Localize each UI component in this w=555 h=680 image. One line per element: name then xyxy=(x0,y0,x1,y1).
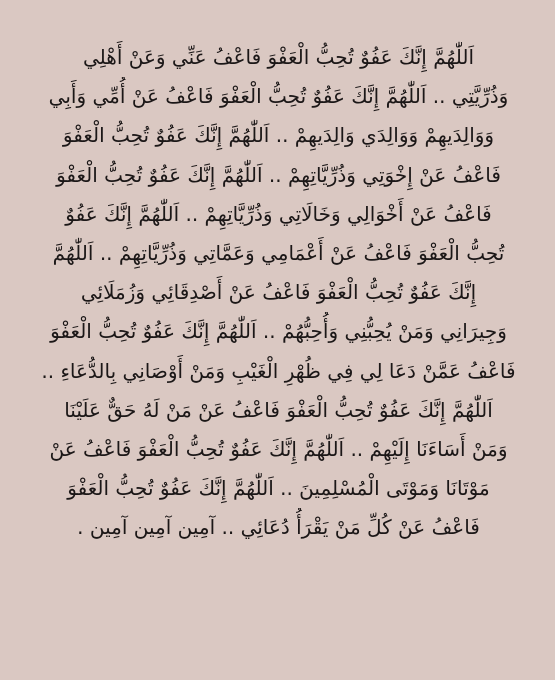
dua-line: وَوَالِدَيهِمْ وَوَالِدَي وَالِدَيهِمْ .. اَللّٰهُمَّ إِنَّكَ عَفُوٌ تُحِبُّ الْعَفْوَ xyxy=(62,123,495,148)
dua-line: فَاعْفُ عَنْ إِخْوَتِي وَذُرِّيَّاتِهِمْ .. اَللّٰهُمَّ إِنَّكَ عَفُوٌ تُحِبُّ الْعَفْوَ xyxy=(56,162,501,187)
dua-line: اَللّٰهُمَّ إِنَّكَ عَفُوٌ تُحِبُّ الْعَفْوَ فَاعْفُ عَنْ مَنْ لَهُ حَقٌّ عَلَيْنَا xyxy=(64,397,493,422)
dua-text xyxy=(18,38,539,547)
dua-line: وَمَنْ أَسَاءَنَا إِلَيْهِمْ .. اَللّٰهُمَّ إِنَّكَ عَفُوٌ تُحِبُّ الْعَفْوَ فَاعْفُ عَنْ xyxy=(49,436,508,461)
dua-line: وَذُرِّيَّتِي .. اَللّٰهُمَّ إِنَّكَ عَفُوٌ تُحِبُّ الْعَفْوَ فَاعْفُ عَنْ أُمِّي وَأَبِي xyxy=(48,84,509,109)
dua-line: تُحِبُّ الْعَفْوَ فَاعْفُ عَنْ أَعْمَامِي وَعَمَّاتِي وَذُرِّيَّاتِهِمْ .. اَللّٰهُمَّ xyxy=(52,240,505,265)
dua-line: إِنَّكَ عَفُوٌ تُحِبُّ الْعَفْوَ فَاعْفُ عَنْ أَصْدِقَائِي وَزُمَلَائِي xyxy=(80,280,477,305)
dua-line: فَاعْفُ عَمَّنْ دَعَا لِي فِي ظُهْرِ الْغَيْبِ وَمَنْ أَوْصَانِي بِالدُّعَاءِ .. xyxy=(41,358,516,383)
dua-line: وَجِيرَانِي وَمَنْ يُحِبُّنِي وَأُحِبُّهُمْ .. اَللّٰهُمَّ إِنَّكَ عَفُوٌ تُحِبُّ الْعَفْوَ xyxy=(50,319,507,344)
dua-line: اَللّٰهُمَّ إِنَّكَ عَفُوٌ تُحِبُّ الْعَفْوَ فَاعْفُ عَنِّي وَعَنْ أَهْلِي xyxy=(82,45,475,69)
dua-line: فَاعْفُ عَنْ كُلِّ مَنْ يَقْرَأُ دُعَائِي .. آمِين آمِين آمِين . xyxy=(77,515,480,540)
dua-line: مَوْتَانَا وَمَوْتَى الْمُسْلِمِينَ .. اَللّٰهُمَّ إِنَّكَ عَفُوٌ تُحِبُّ الْعَفْوَ xyxy=(67,476,490,501)
dua-line: فَاعْفُ عَنْ أَخْوَالِي وَخَالَاتِي وَذُرِّيَّاتِهِمْ .. اَللّٰهُمَّ إِنَّكَ عَفُوٌ xyxy=(65,201,492,226)
